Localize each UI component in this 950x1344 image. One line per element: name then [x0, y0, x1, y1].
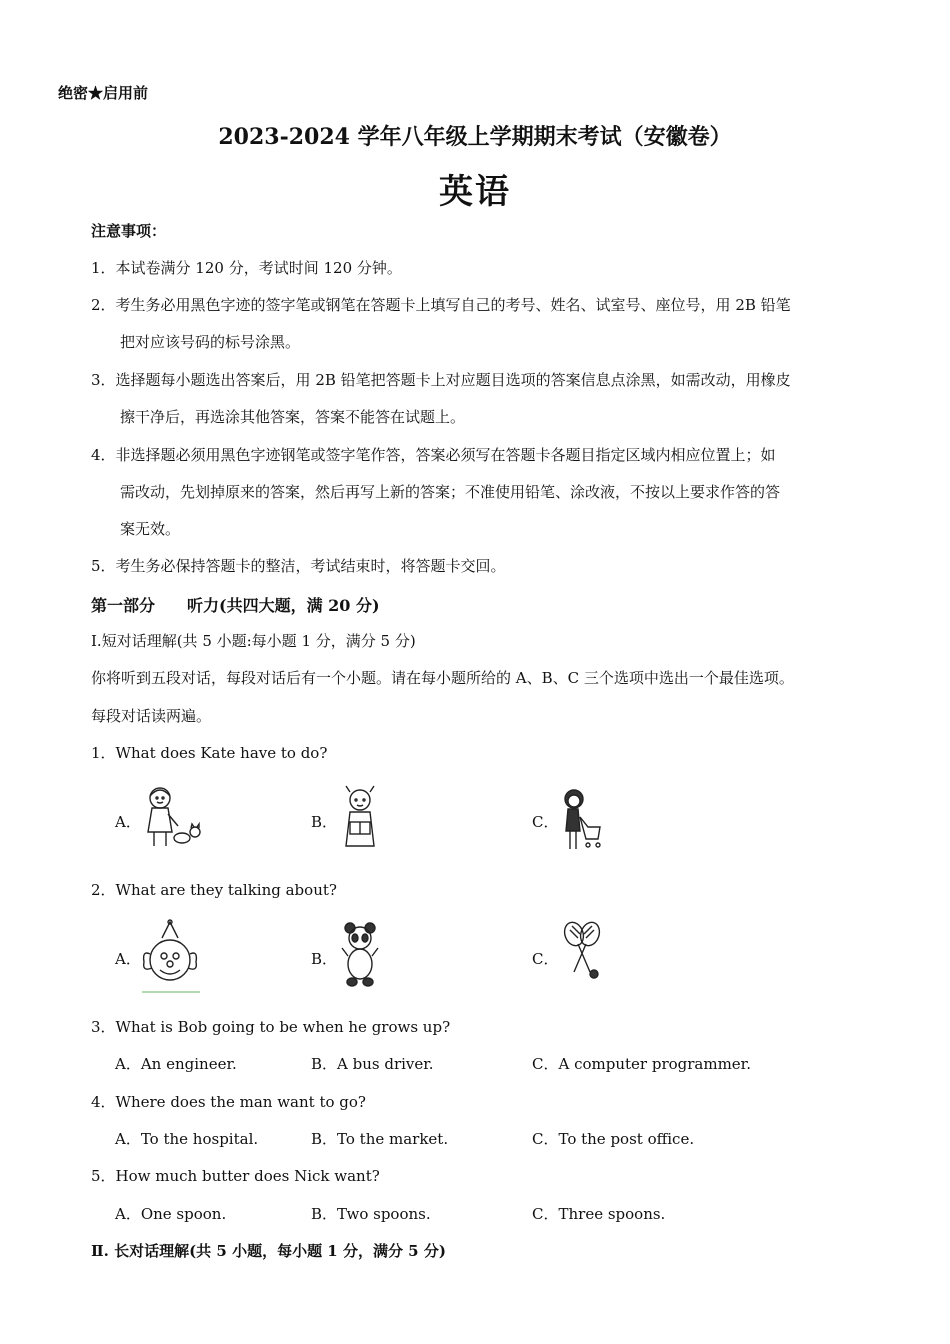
tennis-rackets-icon	[560, 920, 604, 988]
q4-option-b: B．To the market.	[311, 1130, 449, 1148]
q4-option-a: A．To the hospital.	[115, 1130, 259, 1148]
question-1-stem: 1．What does Kate have to do?	[91, 744, 328, 762]
notice-title: 注意事项：	[91, 222, 167, 240]
section-2-title: Ⅱ. 长对话理解(共 5 小题，每小题 1 分，满分 5 分)	[91, 1242, 446, 1260]
girl-washing-dishes-icon	[140, 782, 202, 854]
q3-option-b: B．A bus driver.	[311, 1055, 434, 1073]
subject-title: 英语	[439, 172, 511, 212]
notice-item-2-line-2: 把对应该号码的标号涂黑。	[120, 333, 301, 351]
notice-item-3-line-2: 擦干净后，再选涂其他答案，答案不能答在试题上。	[120, 408, 466, 426]
girl-reading-book-icon	[338, 782, 382, 852]
question-2-stem: 2．What are they talking about?	[91, 881, 337, 899]
section-1-instruction-line-1: 你将听到五段对话，每段对话后有一个小题。请在每小题所给的 A、B、C 三个选项中选出一个最佳选项。	[91, 669, 794, 687]
notice-item-4-line-3: 案无效。	[120, 520, 181, 538]
section-1-instruction-line-2: 每段对话读两遍。	[91, 707, 212, 725]
question-5-stem: 5．How much butter does Nick want?	[91, 1167, 380, 1185]
q5-option-b: B．Two spoons.	[311, 1205, 431, 1223]
panda-icon	[338, 918, 384, 990]
part-1-title: 第一部分 听力(共四大题，满 20 分)	[91, 596, 380, 615]
q1-option-b-label: B．	[311, 813, 338, 831]
q2-option-a-label: A．	[115, 950, 141, 968]
question-3-stem: 3．What is Bob going to be when he grows up?	[91, 1018, 451, 1036]
clown-icon	[140, 918, 202, 996]
q1-option-c-label: C．	[532, 813, 559, 831]
notice-item-3-line-1: 3．选择题每小题选出答案后，用 2B 铅笔把答题卡上对应题目选项的答案信息点涂黑，如需改动，用橡皮	[91, 371, 791, 389]
q1-option-a-label: A．	[115, 813, 141, 831]
section-1-title: Ⅰ.短对话理解(共 5 小题:每小题 1 分，满分 5 分)	[91, 632, 416, 650]
q4-option-c: C．To the post office.	[532, 1130, 695, 1148]
exam-title: 2023-2024 学年八年级上学期期末考试（安徽卷）	[218, 124, 732, 150]
confidential-mark: 绝密★启用前	[58, 84, 149, 102]
notice-item-1: 1．本试卷满分 120 分，考试时间 120 分钟。	[91, 259, 402, 277]
q5-option-a: A．One spoon.	[115, 1205, 227, 1223]
notice-item-2-line-1: 2．考生务必用黑色字迹的签字笔或钢笔在答题卡上填写自己的考号、姓名、试室号、座位号，用 2B 铅笔	[91, 296, 791, 314]
q3-option-a: A．An engineer.	[115, 1055, 237, 1073]
question-4-stem: 4．Where does the man want to go?	[91, 1093, 366, 1111]
q5-option-c: C．Three spoons.	[532, 1205, 666, 1223]
q2-option-c-label: C．	[532, 950, 559, 968]
q3-option-c: C．A computer programmer.	[532, 1055, 751, 1073]
girl-shopping-cart-icon	[560, 785, 604, 855]
notice-item-5: 5．考生务必保持答题卡的整洁，考试结束时，将答题卡交回。	[91, 557, 506, 575]
notice-item-4-line-1: 4．非选择题必须用黑色字迹钢笔或签字笔作答，答案必须写在答题卡各题目指定区域内相应位置上；如	[91, 446, 776, 464]
q2-option-b-label: B．	[311, 950, 338, 968]
notice-item-4-line-2: 需改动，先划掉原来的答案，然后再写上新的答案；不准使用铅笔、涂改液，不按以上要求作答的答	[120, 483, 781, 501]
